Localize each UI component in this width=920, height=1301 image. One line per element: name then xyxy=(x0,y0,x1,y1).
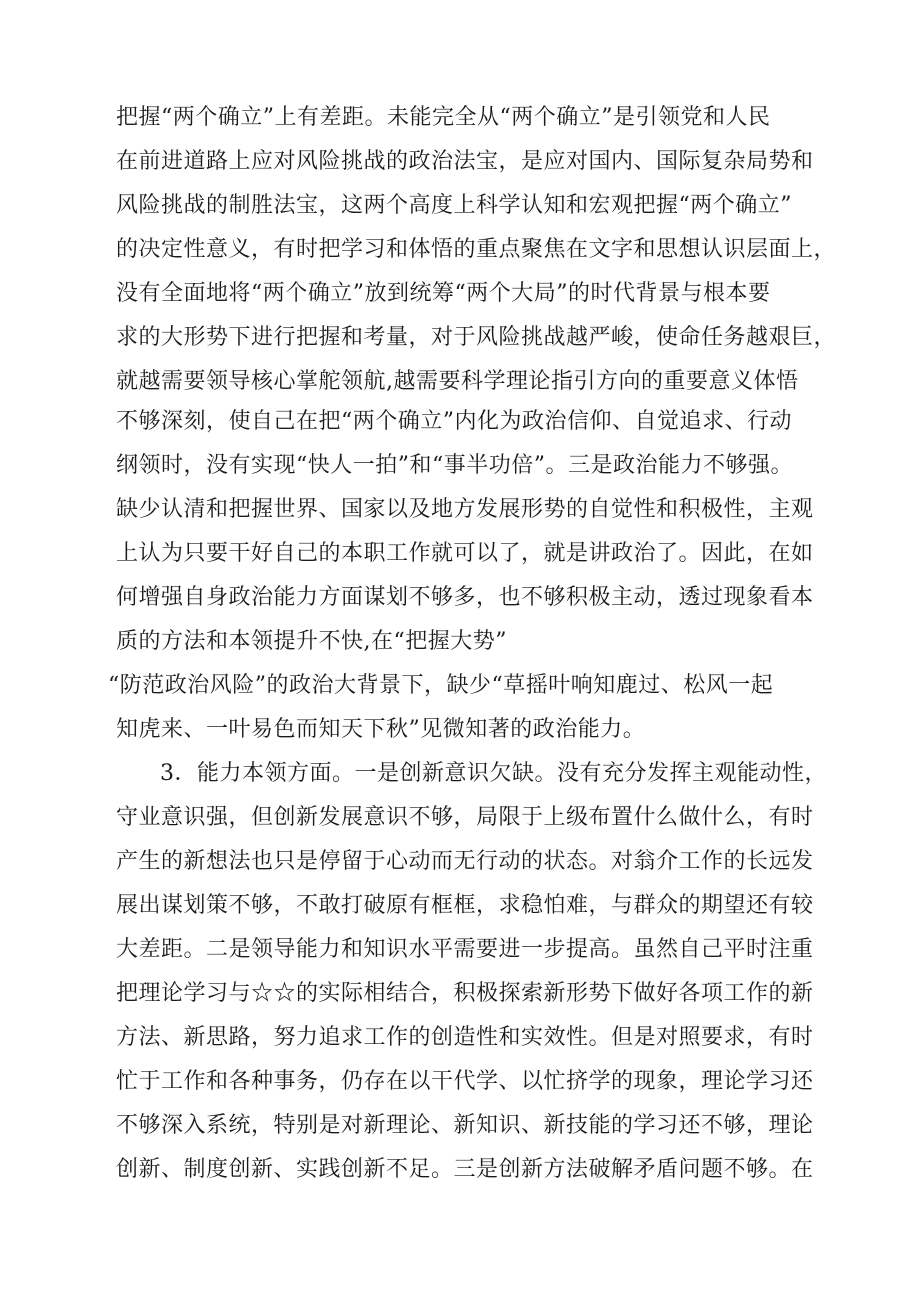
text-line-14: “防范政治风险”的政治大背景下，缺少“草摇叶响知鹿过、松风一起 xyxy=(108,673,774,698)
text-line-19: 展出谋划策不够，不敢打破原有框框，求稳怕难，与群众的期望还有较 xyxy=(116,893,814,918)
text-line-7: 就越需要领导核心掌舵领航,越需要科学理论指引方向的重要意义体悟 xyxy=(116,369,799,394)
text-line-13: 质的方法和本领提升不快,在“把握大势” xyxy=(116,629,507,654)
text-line-8: 不够深刻，使自己在把“两个确立”内化为政治信仰、自觉追求、行动 xyxy=(116,409,792,434)
text-line-23: 忙于工作和各种事务，仍存在以干代学、以忙挤学的现象，理论学习还 xyxy=(116,1069,814,1094)
text-line-12: 何增强自身政治能力方面谋划不够多，也不够积极主动，透过现象看本 xyxy=(116,585,814,610)
text-line-9: 纲领时，没有实现“快人一拍”和“事半功倍”。三是政治能力不够强。 xyxy=(116,453,793,478)
text-line-5: 没有全面地将“两个确立”放到统筹“两个大局”的时代背景与根本要 xyxy=(116,281,771,306)
text-line-25: 创新、制度创新、实践创新不足。三是创新方法破解矛盾问题不够。在 xyxy=(116,1157,814,1182)
text-line-21: 把理论学习与☆☆的实际相结合，积极探索新形势下做好各项工作的新 xyxy=(116,981,814,1006)
text-line-18: 产生的新想法也只是停留于心动而无行动的状态。对翁介工作的长远发 xyxy=(116,849,814,874)
text-line-6: 求的大形势下进行把握和考量，对于风险挑战越严峻，使命任务越艰巨， xyxy=(116,325,837,350)
text-line-11: 上认为只要干好自己的本职工作就可以了，就是讲政治了。因此，在如 xyxy=(116,541,814,566)
text-line-20: 大差距。二是领导能力和知识水平需要进一步提高。虽然自己平时注重 xyxy=(116,937,814,962)
text-line-22: 方法、新思路，努力追求工作的创造性和实效性。但是对照要求，有时 xyxy=(116,1025,814,1050)
text-line-2: 在前进道路上应对风险挑战的政治法宝，是应对国内、国际复杂局势和 xyxy=(116,149,814,174)
text-line-15: 知虎来、一叶易色而知天下秋”见微知著的政治能力。 xyxy=(116,717,646,742)
text-line-4: 的决定性意义，有时把学习和体悟的重点聚焦在文字和思想认识层面上， xyxy=(116,237,837,262)
text-line-3: 风险挑战的制胜法宝，这两个高度上科学认知和宏观把握“两个确立” xyxy=(116,193,792,218)
text-line-10: 缺少认清和把握世界、国家以及地方发展形势的自觉性和积极性，主观 xyxy=(116,497,814,522)
section-heading-ability: 3．能力本领方面。一是创新意识欠缺。没有充分发挥主观能动性， xyxy=(160,761,827,786)
text-line-17: 守业意识强，但创新发展意识不够，局限于上级布置什么做什么，有时 xyxy=(116,805,814,830)
text-line-24: 不够深入系统，特别是对新理论、新知识、新技能的学习还不够，理论 xyxy=(116,1113,814,1138)
text-line-1: 把握“两个确立”上有差距。未能完全从“两个确立”是引领党和人民 xyxy=(116,105,771,130)
